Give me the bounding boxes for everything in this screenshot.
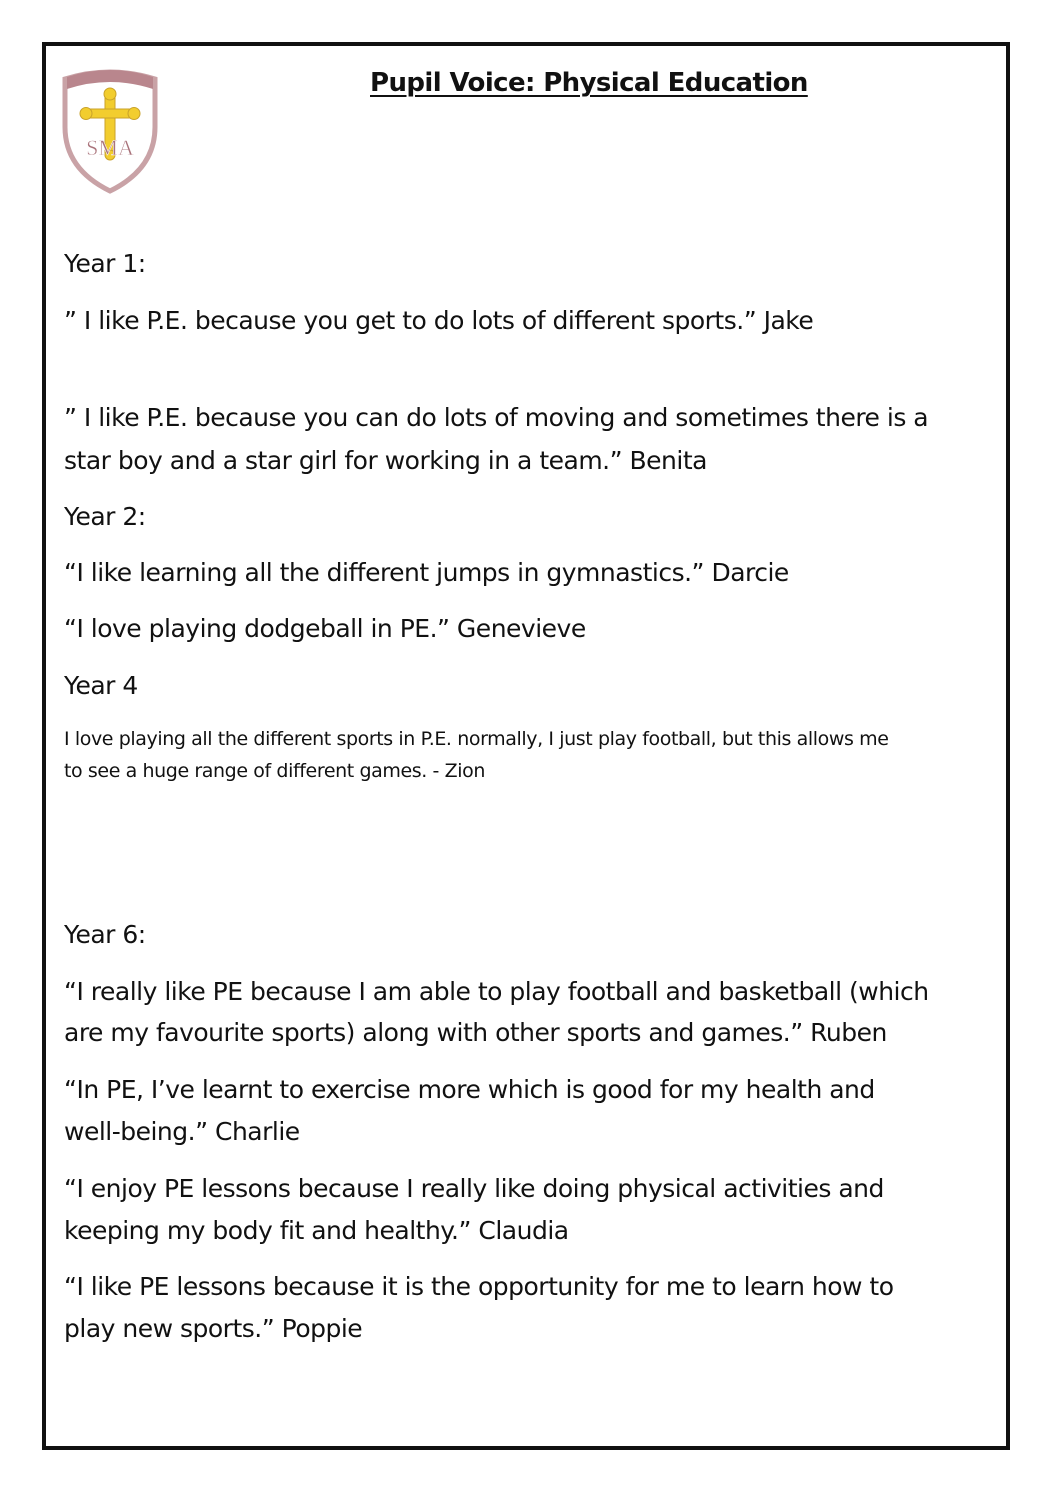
year6-quote-claudia-line2: keeping my body fit and healthy.” Claudia: [64, 1216, 569, 1245]
year6-quote-poppie-line1: “I like PE lessons because it is the opportunity for me to learn how to: [64, 1272, 894, 1301]
year6-heading: Year 6:: [64, 920, 146, 949]
page-title: Pupil Voice: Physical Education: [370, 68, 808, 98]
year1-heading: Year 1:: [64, 249, 146, 278]
year6-quote-poppie-line2: play new sports.” Poppie: [64, 1314, 363, 1343]
year4-quote-zion-line1: I love playing all the different sports in P.E. normally, I just play football, but this allows me: [64, 728, 889, 750]
year6-quote-charlie-line1: “In PE, I’ve learnt to exercise more which is good for my health and: [64, 1075, 875, 1104]
year1-quote-benita-line2: star boy and a star girl for working in a team.” Benita: [64, 446, 707, 475]
school-crest-logo: [57, 65, 163, 195]
year4-quote-zion-line2: to see a huge range of different games. - Zion: [64, 760, 485, 782]
year2-quote-darcie: “I like learning all the different jumps in gymnastics.” Darcie: [64, 558, 789, 587]
year1-quote-benita-line1: ” I like P.E. because you can do lots of moving and sometimes there is a: [64, 403, 929, 432]
year6-quote-ruben-line1: “I really like PE because I am able to play football and basketball (which: [64, 977, 929, 1006]
year6-quote-claudia-line1: “I enjoy PE lessons because I really like doing physical activities and: [64, 1174, 884, 1203]
crest-initials: SMA: [86, 135, 134, 160]
year1-quote-jake: ” I like P.E. because you get to do lots of different sports.” Jake: [64, 306, 814, 335]
year2-quote-genevieve: “I love playing dodgeball in PE.” Genevieve: [64, 614, 586, 643]
year6-quote-ruben-line2: are my favourite sports) along with other sports and games.” Ruben: [64, 1018, 887, 1047]
year4-heading: Year 4: [64, 671, 138, 700]
year6-quote-charlie-line2: well-being.” Charlie: [64, 1117, 300, 1146]
year2-heading: Year 2:: [64, 502, 146, 531]
